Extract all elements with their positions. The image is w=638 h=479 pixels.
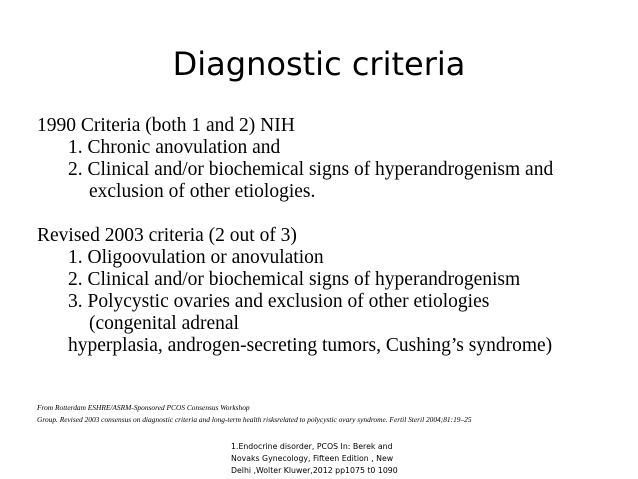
citation-line-2: Novaks Gynecology, Fifteen Edition , New [231, 454, 394, 463]
reference-line-1: From Rotterdam ESHRE/ASRM-Sponsored PCOS Consensus Workshop [37, 403, 250, 412]
reference-line-2: Group. Revised 2003 consensus on diagnostic criteria and long-term health risksrelated to polycystic ovary syndrome. Fertil Steril 2004;81:19–25 [37, 415, 472, 424]
criteria-2003-item-3: 3. Polycystic ovaries and exclusion of other etiologies [68, 291, 490, 312]
criteria-1990-item-2-continued: exclusion of other etiologies. [89, 181, 316, 202]
criteria-2003-item-2: 2. Clinical and/or biochemical signs of hyperandrogenism [68, 269, 521, 290]
criteria-2003-heading: Revised 2003 criteria (2 out of 3) [37, 225, 297, 246]
criteria-1990-heading: 1990 Criteria (both 1 and 2) NIH [37, 115, 295, 136]
criteria-2003-item-1: 1. Oligoovulation or anovulation [68, 247, 324, 268]
slide-title: Diagnostic criteria [172, 45, 466, 83]
textbook-citation [231, 441, 446, 477]
criteria-2003-item-3-continued-2: hyperplasia, androgen-secreting tumors, Cushing’s syndrome) [68, 335, 553, 356]
criteria-1990-item-1: 1. Chronic anovulation and [68, 137, 281, 158]
citation-line-3: Delhi ,Wolter Kluwer,2012 pp1075 t0 1090 [231, 466, 398, 475]
criteria-2003-item-3-continued: (congenital adrenal [89, 313, 239, 334]
criteria-body [37, 115, 627, 357]
source-reference [37, 402, 632, 426]
citation-line-1: 1.Endocrine disorder, PCOS In: Berek and [231, 442, 393, 451]
section-spacer [37, 203, 627, 225]
criteria-1990-item-2: 2. Clinical and/or biochemical signs of hyperandrogenism and [68, 159, 554, 180]
